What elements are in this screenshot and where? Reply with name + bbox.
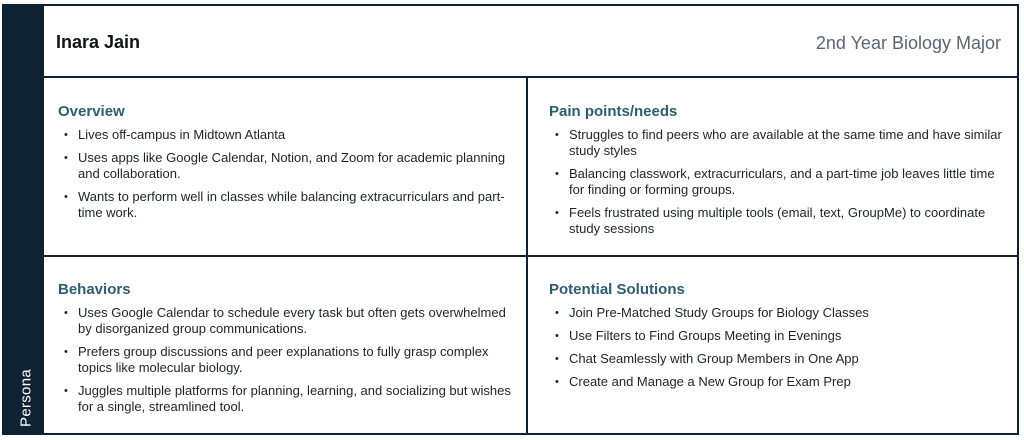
list-item <box>549 205 1009 237</box>
list-item-text: Create and Manage a New Group for Exam Prep <box>569 374 851 389</box>
list-item <box>549 374 1009 390</box>
pain-points-panel <box>549 103 1009 244</box>
list-item-text: Join Pre-Matched Study Groups for Biology Classes <box>569 305 869 320</box>
bullet-icon: • <box>555 307 559 319</box>
list-item-text: Uses Google Calendar to schedule every task but often gets overwhelmed by disorganized group communications. <box>78 305 506 336</box>
persona-side-label: Persona <box>17 369 35 427</box>
bullet-icon: • <box>555 330 559 342</box>
list-item <box>549 351 1009 367</box>
behaviors-list <box>58 305 518 415</box>
bullet-icon: • <box>64 191 68 203</box>
bullet-icon: • <box>64 129 68 141</box>
bullet-icon: • <box>555 376 559 388</box>
list-item-text: Uses apps like Google Calendar, Notion, and Zoom for academic planning and collaboration. <box>78 150 506 181</box>
list-item <box>549 166 1009 198</box>
list-item <box>549 305 1009 321</box>
overview-list <box>58 127 518 221</box>
potential-solutions-heading: Potential Solutions <box>549 281 685 298</box>
list-item <box>58 150 518 182</box>
persona-role: 2nd Year Biology Major <box>815 33 1001 53</box>
list-item-text: Chat Seamlessly with Group Members in One App <box>569 351 859 366</box>
potential-solutions-panel <box>549 281 1009 397</box>
bullet-icon: • <box>555 353 559 365</box>
behaviors-heading: Behaviors <box>58 281 131 298</box>
persona-name: Inara Jain <box>56 32 141 52</box>
list-item-text: Prefers group discussions and peer explanations to fully grasp complex topics like molecular biology. <box>78 344 489 375</box>
list-item <box>58 189 518 221</box>
bullet-icon: • <box>64 307 68 319</box>
list-item-text: Feels frustrated using multiple tools (email, text, GroupMe) to coordinate study sessions <box>569 205 986 236</box>
list-item <box>58 127 518 143</box>
list-item-text: Use Filters to Find Groups Meeting in Evenings <box>569 328 842 343</box>
list-item-text: Juggles multiple platforms for planning, learning, and socializing but wishes for a single, streamlined tool. <box>78 383 511 414</box>
bullet-icon: • <box>555 129 559 141</box>
persona-side-rail <box>2 4 44 435</box>
overview-heading: Overview <box>58 103 125 120</box>
list-item <box>58 344 518 376</box>
pain-points-list <box>549 127 1009 237</box>
behaviors-panel <box>58 281 518 422</box>
pain-points-heading: Pain points/needs <box>549 103 678 120</box>
bullet-icon: • <box>64 152 68 164</box>
bullet-icon: • <box>64 385 68 397</box>
horizontal-divider <box>44 255 1017 257</box>
list-item <box>549 328 1009 344</box>
persona-header <box>44 6 1017 78</box>
list-item-text: Lives off-campus in Midtown Atlanta <box>78 127 286 142</box>
bullet-icon: • <box>555 168 559 180</box>
list-item-text: Wants to perform well in classes while balancing extracurriculars and part-time work. <box>78 189 505 220</box>
list-item <box>549 127 1009 159</box>
potential-solutions-list <box>549 305 1009 390</box>
bullet-icon: • <box>555 207 559 219</box>
list-item <box>58 383 518 415</box>
overview-panel <box>58 103 518 228</box>
list-item-text: Struggles to find peers who are available at the same time and have similar study styles <box>569 127 1002 158</box>
list-item-text: Balancing classwork, extracurriculars, and a part-time job leaves little time for finding or forming groups. <box>569 166 995 197</box>
list-item <box>58 305 518 337</box>
bullet-icon: • <box>64 346 68 358</box>
